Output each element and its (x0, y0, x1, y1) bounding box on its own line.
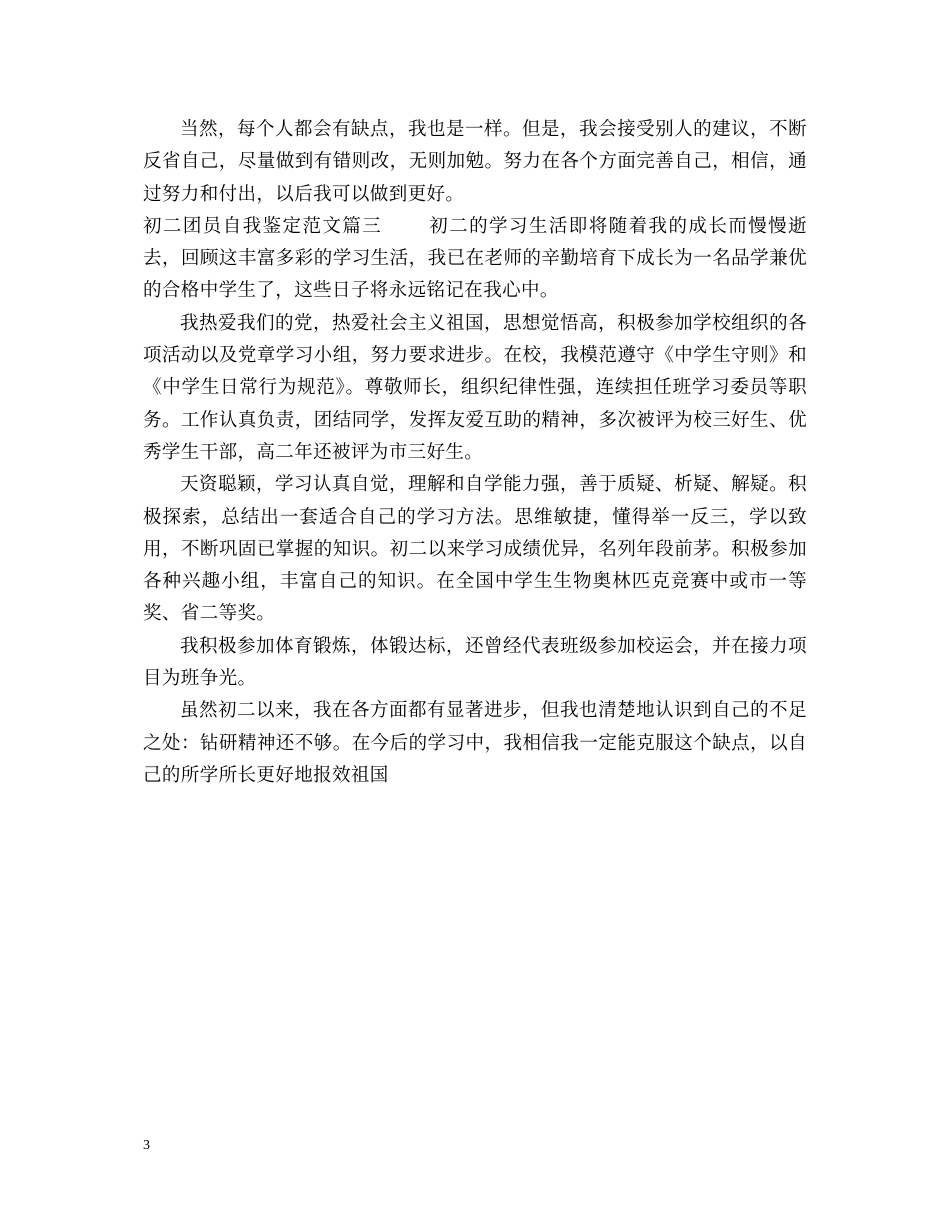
section-heading: 初二团员自我鉴定范文篇三 (143, 215, 383, 237)
paragraph-political: 我热爱我们的党，热爱社会主义祖国，思想觉悟高，积极参加学校组织的各项活动以及党章学习小组，努力要求进步。在校，我模范遵守《中学生守则》和《中学生日常行为规范》。尊敬师长，组织纪律性强，连续担任班学习委员等职务。工作认真负责，团结同学，发挥友爱互助的精神，多次被评为校三好生、优秀学生干部，高二年还被评为市三好生。 (143, 312, 807, 463)
paragraph-shortcomings: 当然，每个人都会有缺点，我也是一样。但是，我会接受别人的建议，不断反省自己，尽量做到有错则改，无则加勉。努力在各个方面完善自己，相信，通过努力和付出，以后我可以做到更好。 (143, 119, 807, 205)
page-number: 3 (143, 1138, 150, 1153)
section-heading-paragraph (143, 211, 807, 308)
section-intro-text: 初二的学习生活即将随着我的成长而慢慢逝去，回顾这丰富多彩的学习生活，我已在老师的辛勤培育下成长为一名品学兼优的合格中学生了，这些日子将永远铭记在我心中。 (143, 215, 807, 302)
document-body (143, 114, 807, 792)
paragraph-study: 天资聪颖，学习认真自觉，理解和自学能力强，善于质疑、析疑、解疑。积极探索，总结出一套适合自己的学习方法。思维敏捷，懂得举一反三，学以致用，不断巩固已掌握的知识。初二以来学习成绩优异，名列年段前茅。积极参加各种兴趣小组，丰富自己的知识。在全国中学生生物奥林匹克竞赛中或市一等奖、省二等奖。 (143, 474, 807, 625)
paragraph-sports: 我积极参加体育锻炼，体锻达标，还曾经代表班级参加校运会，并在接力项目为班争光。 (143, 635, 807, 690)
paragraph-conclusion: 虽然初二以来，我在各方面都有显著进步，但我也清楚地认识到自己的不足之处：钻研精神还不够。在今后的学习中，我相信我一定能克服这个缺点，以自己的所学所长更好地报效祖国 (143, 700, 807, 786)
